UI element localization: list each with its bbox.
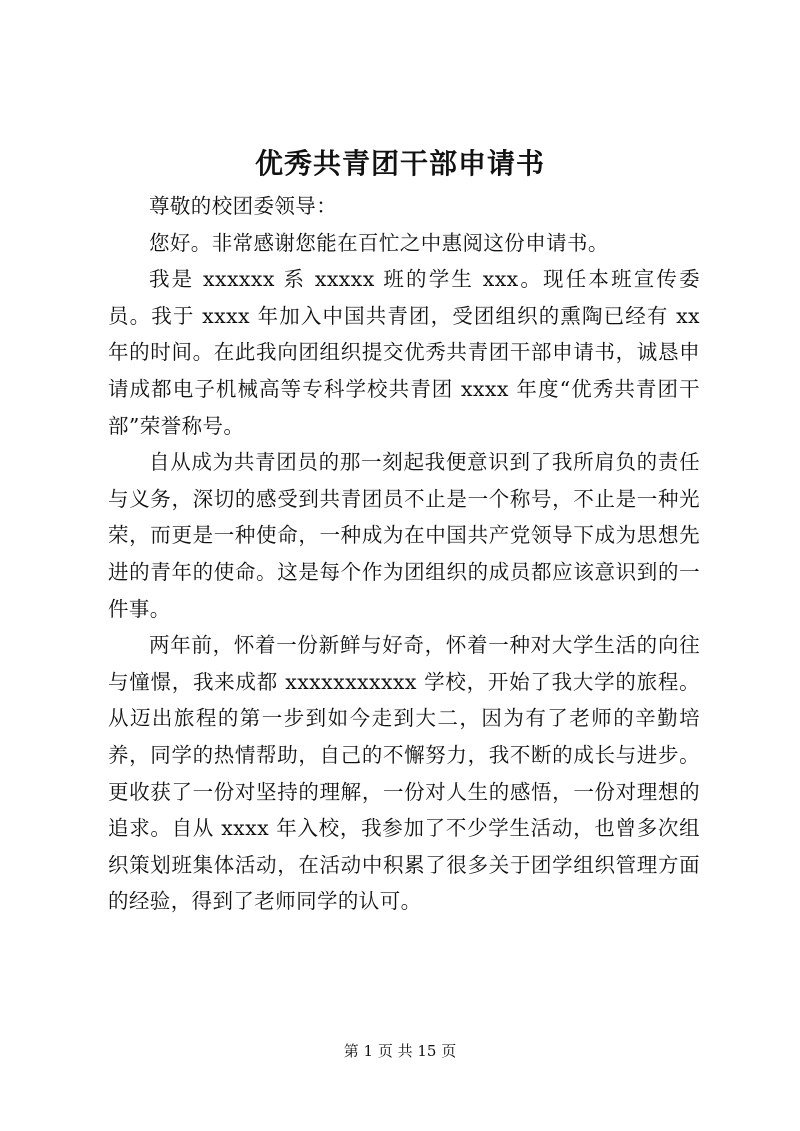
salutation: 尊敬的校团委领导： xyxy=(149,194,338,218)
responsibility-paragraph: 自从成为共青团员的那一刻起我便意识到了我所肩负的责任与义务，深切的感受到共青团员不止是一个称号，不止是一种光荣，而更是一种使命，一种成为在中国共产党领导下成为思想先进的青年的使命。这是每个作为团组织的成员都应该意识到的一件事。 xyxy=(108,450,700,621)
introduction-paragraph: 我是 xxxxxx 系 xxxxx 班的学生 xxx。现任本班宣传委员。我于 xxxx 年加入中国共青团，受团组织的熏陶已经有 xx 年的时间。在此我向团组织提交优秀共青团干部申请书，诚恳申请成都电子机械高等专科学校共青团 xxxx 年度“优秀共青团干部”荣誉称号。 xyxy=(108,267,700,438)
document-body xyxy=(108,188,700,920)
experience-paragraph: 两年前，怀着一份新鲜与好奇，怀着一种对大学生活的向往与憧憬，我来成都 xxxxxxxxxxx 学校，开始了我大学的旅程。从迈出旅程的第一步到如今走到大二，因为有了老师的辛勤培养，同学的热情帮助，自己的不懈努力，我不断的成长与进步。更收获了一份对坚持的理解，一份对人生的感悟，一份对理想的追求。自从 xxxx 年入校，我参加了不少学生活动，也曾多次组织策划班集体活动，在活动中积累了很多关于团学组织管理方面的经验，得到了老师同学的认可。 xyxy=(108,633,700,914)
document-title: 优秀共青团干部申请书 xyxy=(254,147,545,180)
greeting-paragraph: 您好。非常感谢您能在百忙之中惠阅这份申请书。 xyxy=(149,230,609,255)
page-number-footer: 第 1 页 共 15 页 xyxy=(343,1042,457,1060)
